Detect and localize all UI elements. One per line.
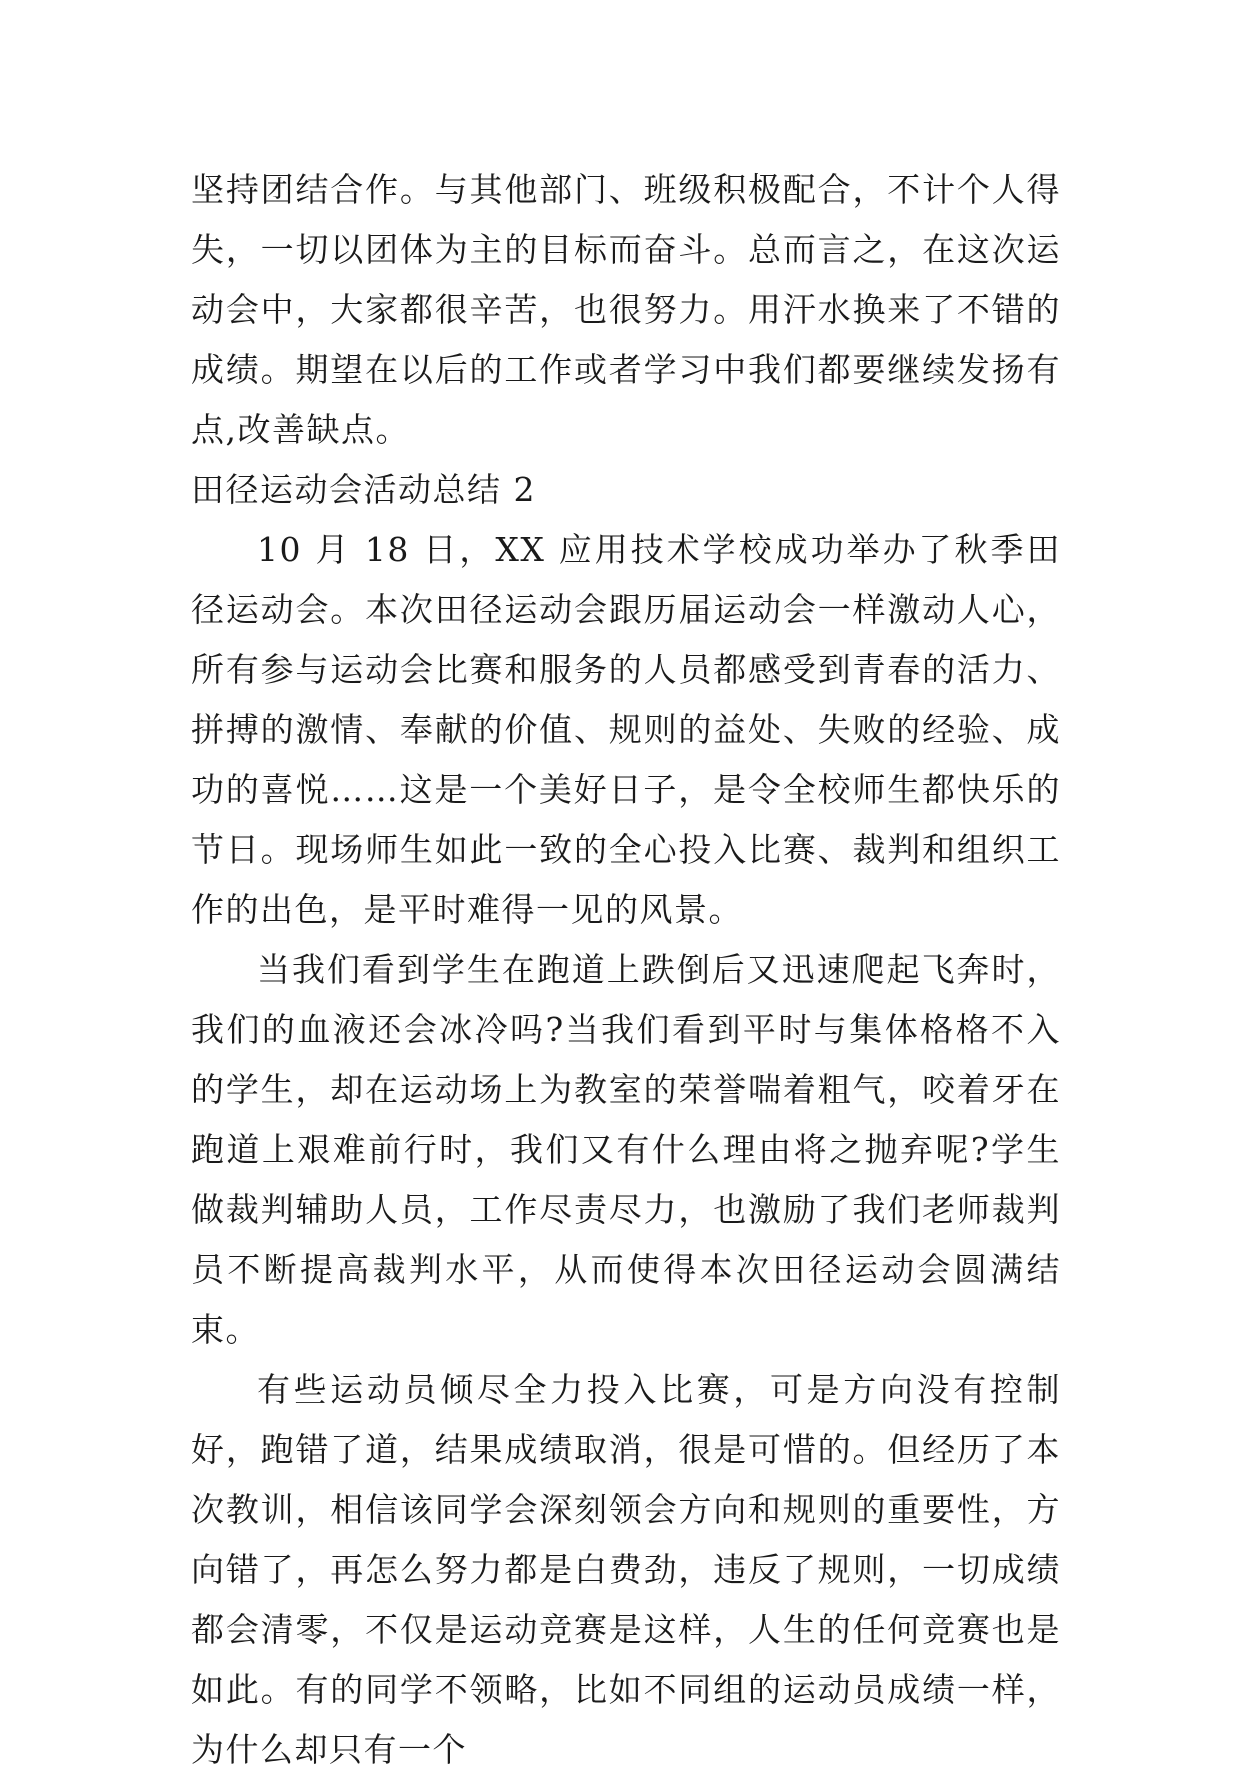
paragraph-students-effort: 当我们看到学生在跑道上跌倒后又迅速爬起飞奔时，我们的血液还会冰冷吗?当我们看到平时与集体格格不入的学生，却在运动场上为教室的荣誉喘着粗气，咬着牙在跑道上艰难前行时，我们又有什么理由将之抛弃呢?学生做裁判辅助人员，工作尽责尽力，也激励了我们老师裁判员不断提高裁判水平，从而使得本次田径运动会圆满结束。 — [191, 950, 1061, 1349]
document-body — [191, 160, 1061, 1780]
paragraph-continuation: 坚持团结合作。与其他部门、班级积极配合，不计个人得失，一切以团体为主的目标而奋斗。总而言之，在这次运动会中，大家都很辛苦，也很努力。用汗水换来了不错的成绩。期望在以后的工作或者学习中我们都要继续发扬有点,改善缺点。 — [191, 170, 1061, 449]
paragraph-event-intro: 10 月 18 日，XX 应用技术学校成功举办了秋季田径运动会。本次田径运动会跟历届运动会一样激动人心，所有参与运动会比赛和服务的人员都感受到青春的活力、拼搏的激情、奉献的价值、规则的益处、失败的经验、成功的喜悦……这是一个美好日子，是令全校师生都快乐的节日。现场师生如此一致的全心投入比赛、裁判和组织工作的出色，是平时难得一见的风景。 — [191, 530, 1061, 929]
section-heading: 田径运动会活动总结 2 — [191, 470, 536, 509]
paragraph-rules-lesson: 有些运动员倾尽全力投入比赛，可是方向没有控制好，跑错了道，结果成绩取消，很是可惜的。但经历了本次教训，相信该同学会深刻领会方向和规则的重要性，方向错了，再怎么努力都是白费劲，违反了规则，一切成绩都会清零，不仅是运动竞赛是这样，人生的任何竞赛也是如此。有的同学不领略，比如不同组的运动员成绩一样，为什么却只有一个 — [191, 1370, 1061, 1769]
